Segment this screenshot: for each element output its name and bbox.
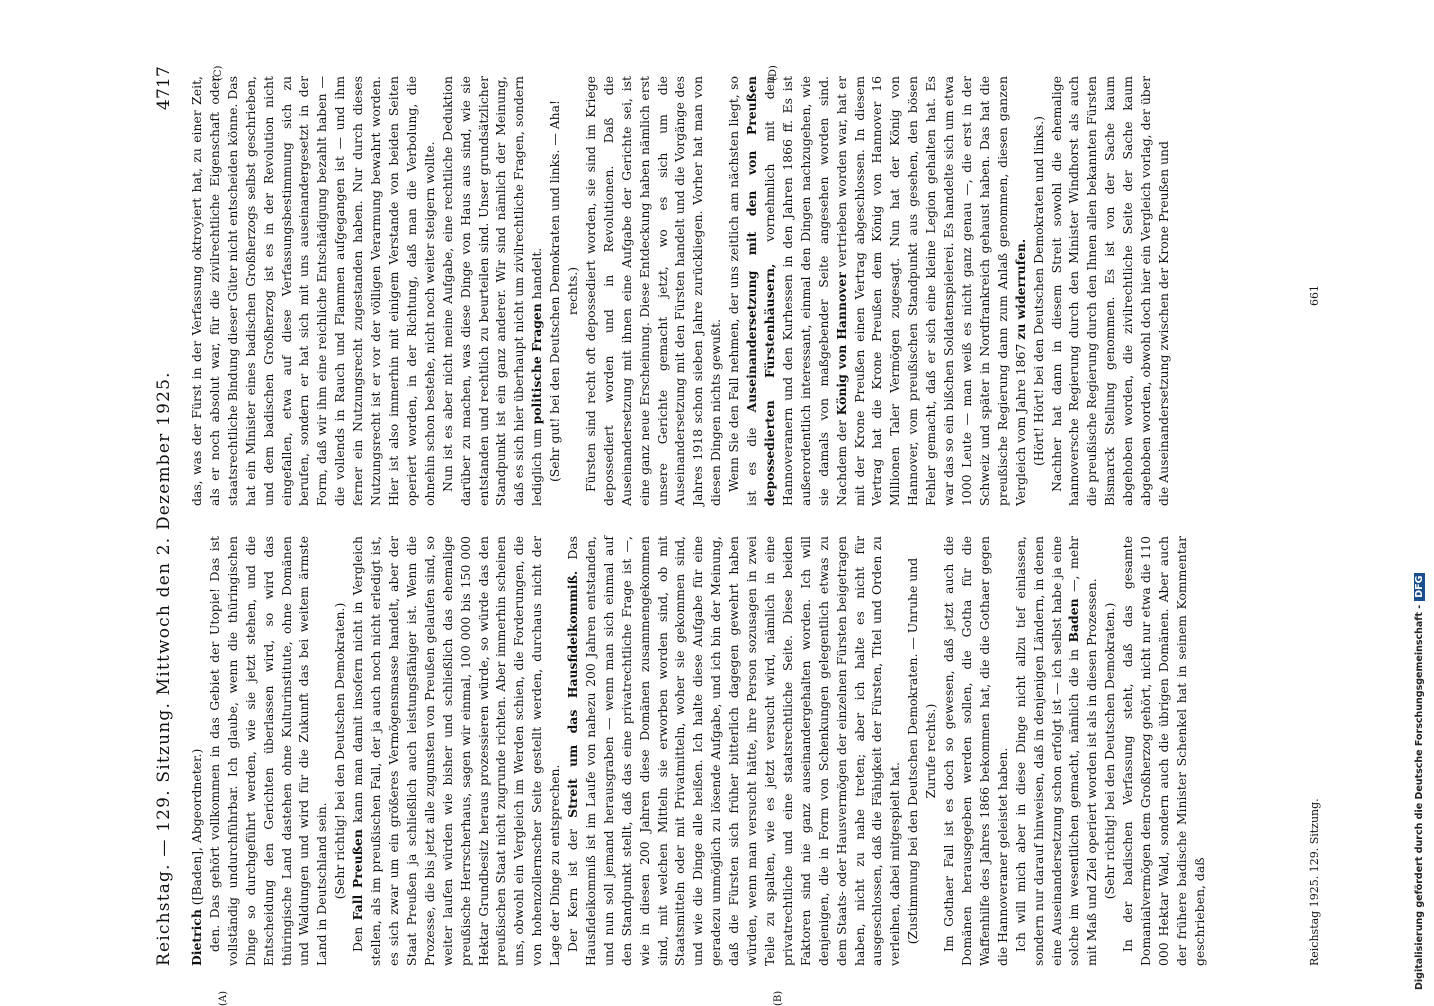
funding-label: Digitalisierung gefördert durch die Deutsche Forschungsgemeinschaft - xyxy=(1414,604,1425,990)
page-header xyxy=(148,66,182,966)
paragraph: das, was der Fürst in der Verfassung oktroyiert hat, zu einer Zeit, als er noch absolut war, für die zivilrechtliche Eigenschaft oder staatsrechtliche Bindung dieser Güter nicht entscheiden könne. Das hat ein Minister eines badischen Großherzogs selbst geschrieben, und dem badischen Großherzog ist es in der Revolution nicht eingefallen, etwa auf diese Verfassungsbestimmung sich zu berufen, sondern er hat sich mit uns auseinandergesetzt in der Form, daß wir ihm eine reichliche Entschädigung bezahlt haben — die vollends in Rauch und Flammen aufgegangen ist — und ihm ferner ein Nutzungsrecht zugestanden haben. Nur durch dieses Nutzungsrecht ist er vor der völligen Verarmung bewahrt worden. Hier ist also immerhin mit einigem Verstande von beiden Seiten operiert worden, in der Richtung, daß man die Verbolung, die ohnehin schon bestehe, nicht noch weiter steigern wollte. xyxy=(189,75,437,506)
right-column xyxy=(188,76,1173,506)
paragraph: Wenn Sie den Fall nehmen, der uns zeitlich am nächsten liegt, so ist es die Auseinandersetzung mit den von Preußen depossedierten Fürstenhäusern, vornehmlich mit den Hannoveranern und den Kurhessen in den Jahren 1866 ff. Es ist außerordentlich interessant, einmal den Dingen nachzugehen, wie sie damals von maßgebender Seite angesehen worden sind. Nachdem der König von Hannover vertrieben worden war, hat er mit der Krone Preußen einen Vertrag abgeschlossen. In diesem Vertrag hat die Krone Preußen dem König von Hannover 16 Millionen Taler Vermögen zugesagt. Nun hat der König von Hannover, vom preußischen Standpunkt aus gesehen, den bösen Fehler gemacht, daß er sich eine kleine Legion gehalten hat. Es war das so ein bißchen Soldatenspielerei. Es handelte sich um etwa 1000 Leute — man weiß es nicht ganz genau —, die erst in der Schweiz und später in Nordfrankreich gehaust haben. Das hat die preußische Regierung dann zum Anlaß genommen, diesen ganzen Vergleich vom Jahre 1867 zu widerrufen. xyxy=(726,76,1028,506)
paragraph: Fürsten sind recht oft depossediert worden, sie sind im Kriege depossediert worden und in Revolutionen. Daß die Auseinandersetzung mit ihnen eine Aufgabe der Gerichte sei, ist eine ganz neue Erscheinung. Diese Entdeckung haben nämlich erst unsere Gerichte gemacht jetzt, wo es sich um die Auseinandersetzung mit den Fürsten handelt und die Vorgänge des Jahres 1918 schon sieben Jahre zurückliegen. Vorher hat man von diesen Dingen nichts gewußt. xyxy=(582,76,724,506)
margin-mark-c: (C) xyxy=(213,65,224,81)
paragraph: Der Kern ist der Streit um das Hausfideikommiß. Das Hausfideikommiß ist im Laufe von nahezu 200 Jahren entstanden, und nun soll jemand herausgraben — wenn man sich einmal auf den Standpunkt stellt, daß das eine privatrechtliche Frage ist —, wie in diesen 200 Jahren diese Domänen zusammengekommen sind, mit welchen Mitteln sie erworben worden sind, ob mit Staatsmitteln oder mit Privatmitteln, woher sie gekommen sind, und wie die Dinge alle heißen. Ich halte diese Aufgabe für eine geradezu unmöglich zu lösende Aufgabe, und ich bin der Meinung, daß die Fürsten sich früher bitterlich dagegen gewehrt haben würden, wenn man versucht hätte, ihre Person sozusagen in zwei Teile zu spalten, wie es jetzt versucht wird, nämlich in eine privatrechtliche und eine staatsrechtliche Seite. Diese beiden Faktoren sind nie ganz auseinandergehalten worden. Ich will denjenigen, die in Form von Schenkungen gelegentlich etwas zu dem Staats- oder Hausvermögen der einzelnen Fürsten beigetragen haben, nicht zu nahe treten; aber ich halte es nicht für ausgeschlossen, daß die Fähigkeit der Fürsten, Titel und Orden zu verleihen, dabei mitgespielt hat. xyxy=(565,535,903,966)
funding-note xyxy=(1414,573,1425,990)
header-title: Reichstag. — 129. Sitzung. Mittwoch den 2. Dezember 1925. xyxy=(154,371,174,966)
paragraph: Den Fall Preußen kann man damit insofern nicht in Vergleich stellen, als im preußischen Fall, der ja auch noch nicht erledigt ist, es sich zwar um ein größeres Vermögensmasse handelt, aber der Staat Preußen ja schließlich auch leistungsfähiger ist. Wenn die Prozesse, die bis jetzt alle zugunsten von Preußen gelaufen sind, so weiter laufen würden wie bisher und schließlich das ehemalige preußische Herrscherhaus, sagen wir einmal, 100 000 bis 150 000 Hektar Grundbesitz heraus prozessieren würde, so würde das den preußischen Staat nicht zugrunde richten. Aber immerhin scheinen uns, obwohl ein Vergleich im Werden schien, die Forderungen, die von hohenzollernscher Seite gestellt werden, durchaus nicht der Lage der Dinge zu entsprechen. xyxy=(350,536,563,966)
paragraph: In der badischen Verfassung steht, daß das gesamte Domanialvermögen dem Großherzog gehört, nicht nur etwa die 110 000 Hektar Wald, sondern auch die übrigen Domänen. Aber auch der frühere badische Minister Schenkel hat in seinem Kommentar geschrieben, daß xyxy=(1120,536,1207,966)
paragraph: Nachher hat dann in diesem Streit sowohl die ehemalige hannoversche Regierung durch den Minister Windhorst als auch die preußische Regierung durch den Ihnen allen bekannten Fürsten Bismarck Stellung genommen. Es ist von der Sache kaum abgehoben worden, die zivilrechtliche Seite der Sache kaum abgehoben worden, obwohl doch hier ein Vergleich vorlag, der über die Auseinandersetzung zwischen der Krone Preußen und xyxy=(1048,76,1171,506)
speaker-line: Dietrich ([Baden], Abgeordneter.) xyxy=(189,748,204,966)
paragraph: den. Das gehört vollkommen in das Gebiet der Utopie! Das ist vollständig undurchführbar. Ich glaube, wenn die thüringischen Dinge so durchgeführt werden, wie sie jetzt stehen, und die Entscheidung den Gerichten überlassen wird, so wird das thüringische Land dastehen ohne Kulturinstitute, ohne Domänen und Waldungen und wird für die Zukunft das bei weitem ärmste Land in Deutschland sein. xyxy=(206,536,330,966)
dfg-logo: DFG xyxy=(1414,573,1425,601)
interjection: (Sehr richtig! bei den Deutschen Demokraten.) xyxy=(1102,602,1118,900)
margin-mark-d: (D) xyxy=(768,65,779,81)
interjection: (Zustimmung bei den Deutschen Demokraten. — Unruhe und Zurufe rechts.) xyxy=(905,557,939,945)
sheet-number: 661 xyxy=(1308,285,1321,306)
page-number: 4717 xyxy=(154,66,174,111)
margin-mark-a: (A) xyxy=(218,990,229,1006)
margin-mark-b: (B) xyxy=(773,990,784,1006)
interjection: (Sehr gut! bei den Deutschen Demokraten und links. — Aha! rechts.) xyxy=(547,99,581,483)
interjection: (Hört! Hört! bei den Deutschen Demokraten und links.) xyxy=(1030,116,1046,467)
paragraph: Nun ist es aber nicht meine Aufgabe, eine rechtliche Deduktion darüber zu machen, was diese Dinge von Haus aus sind, wie sie entstanden und rechtlich zu beurteilen sind. Unser grundsätzlicher Standpunkt ist ein ganz anderer. Wir sind nämlich der Meinung, daß es sich hier überhaupt nicht um zivilrechtliche Fragen, sondern lediglich um politische Fragen handelt. xyxy=(439,76,545,506)
paragraph: Ich will mich aber in diese Dinge nicht allzu tief einlassen, sondern nur darauf hinweisen, daß in denjenigen Ländern, in denen eine Auseinandersetzung schon erfolgt ist — ich selbst habe ja eine solche im wesentlichen gemacht, nämlich die in Baden —, mehr mit Maß und Ziel operiert worden ist als in diesen Prozessen. xyxy=(1012,536,1100,966)
speaker-name: Dietrich xyxy=(189,909,204,966)
document-page xyxy=(148,65,1328,1006)
page-footer: Reichstag 1925. 129. Sitzung. xyxy=(1308,798,1321,966)
speaker-note: [Baden], Abgeordneter.) xyxy=(189,748,204,901)
left-column xyxy=(188,536,1209,966)
paragraph: Im Gothaer Fall ist es doch so gewesen, daß jetzt auch die Domänen herausgegeben werden sollen, die Gotha für die Waffenhilfe des Jahres 1866 bekommen hat, die die Gothaer gegen die Hannoveraner geleistet haben. xyxy=(941,536,1010,966)
interjection: (Sehr richtig! bei den Deutschen Demokraten.) xyxy=(332,602,348,900)
